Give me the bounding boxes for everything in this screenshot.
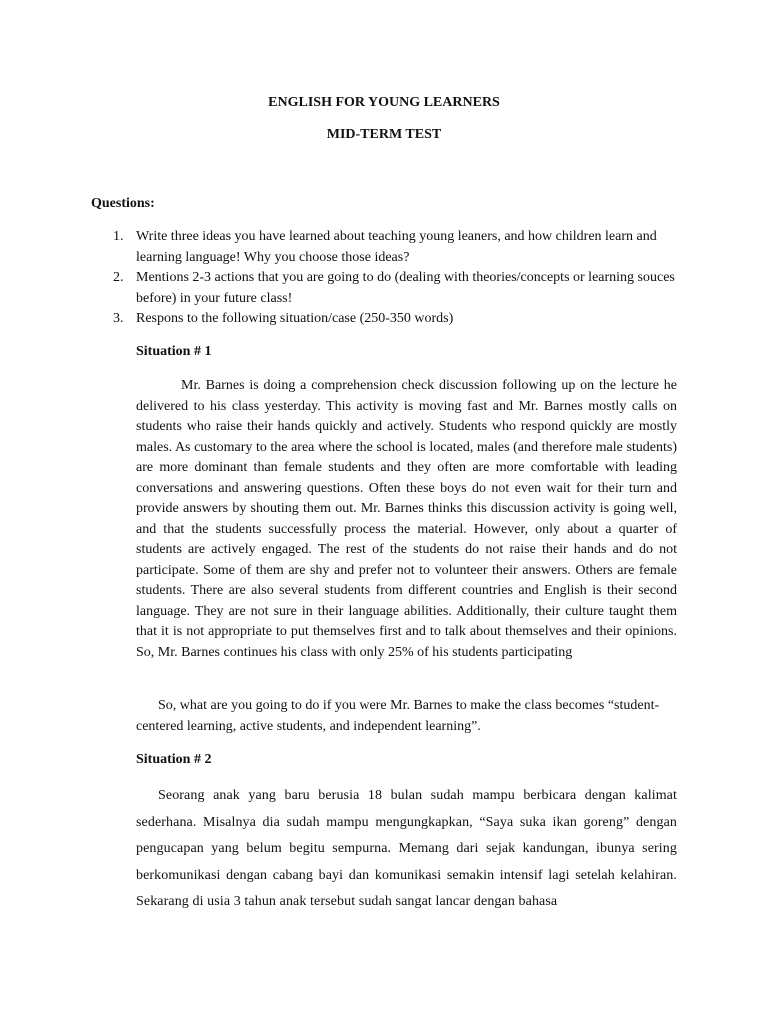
question-item [91,268,681,309]
situation-1-question: So, what are you going to do if you were Mr. Barnes to make the class becomes “student-centered learning, active students, and independent learning”. [136,698,660,734]
course-title: ENGLISH FOR YOUNG LEARNERS [268,95,500,110]
situation-1-body: Mr. Barnes is doing a comprehension check discussion following up on the lecture he delivered to his class yesterday. This activity is moving fast and Mr. Barnes mostly calls on students who raise their hands quickly and actively. Students who respond quickly are mostly males. As customary to the area where the school is located, males (and therefore male students) are more dominant than female students and they often are more comfortable with leading conversations and answering questions. Often these boys do not even wait for their turn and provide answers by shouting them out. Mr. Barnes thinks this discussion activity is going well, and that the students successfully process the material. However, only about a quarter of students are actively engaged. The rest of the students do not raise their hands and do not participate. Some of them are shy and prefer not to volunteer their answers. Others are female students. There are also several students from different countries and English is their second language. They are not sure in their language abilities. Additionally, their culture taught them that it is not appropriate to put themselves first and to talk about themselves and their opinions. So, Mr. Barnes continues his class with only 25% of his students participating [136,378,677,660]
question-item [91,309,681,330]
question-number: 1. [113,229,124,244]
question-text: Mentions 2-3 actions that you are going to do (dealing with theories/concepts or learning souces before) in your future class! [136,270,675,306]
questions-list [91,227,681,330]
question-number: 2. [113,270,124,285]
situation-1-heading: Situation # 1 [136,344,212,359]
question-number: 3. [113,311,124,326]
questions-heading: Questions: [91,196,155,211]
question-item [91,227,681,268]
question-text: Write three ideas you have learned about teaching young leaners, and how children learn and learning language! Why you choose those ideas? [136,229,657,265]
situation-2-heading: Situation # 2 [136,752,212,767]
situation-2-body: Seorang anak yang baru berusia 18 bulan sudah mampu berbicara dengan kalimat sederhana. Misalnya dia sudah mampu mengungkapkan, “Saya suka ikan goreng” dengan pengucapan yang belum begitu sempurna. Memang dari sejak kandungan, ibunya sering berkomunikasi dengan cabang bayi dan komunikasi semakin intensif lagi setelah kelahiran. Sekarang di usia 3 tahun anak tersebut sudah sangat lancar dengan bahasa [136,788,677,909]
test-title: MID-TERM TEST [326,127,442,142]
question-text: Respons to the following situation/case (250-350 words) [136,311,454,326]
